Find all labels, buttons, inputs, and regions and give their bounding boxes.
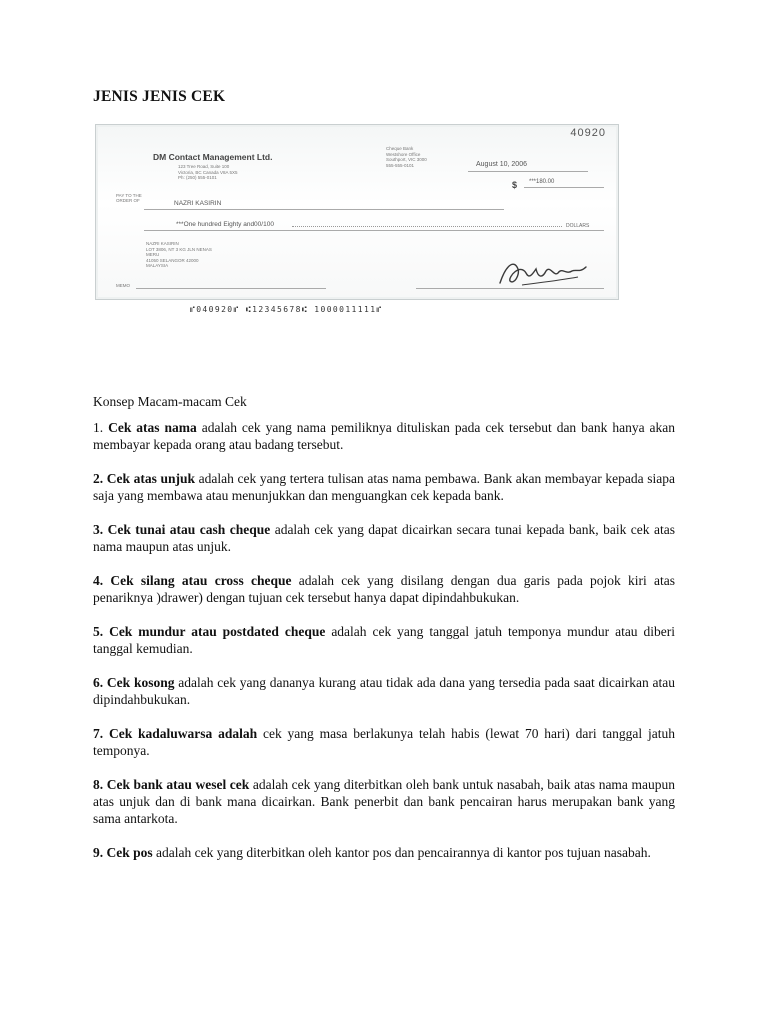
item-text: adalah cek yang dananya kurang atau tidak ada dana yang tersedia pada saat dicairkan atau dipindahbukukan. bbox=[93, 675, 675, 707]
address-line: NAZRI KASIRIN bbox=[146, 241, 179, 246]
cheque-date: August 10, 2006 bbox=[476, 161, 527, 168]
item-term: 8. Cek bank atau wesel cek bbox=[93, 777, 250, 792]
section-heading: Konsep Macam-macam Cek bbox=[93, 394, 247, 409]
memo-label: MEMO bbox=[116, 283, 130, 288]
dollars-label: DOLLARS bbox=[566, 223, 590, 229]
item-text: adalah cek yang nama pemiliknya dituliskan pada cek tersebut dan bank hanya akan membayar kepada orang atau badang tersebut. bbox=[93, 420, 676, 452]
item-term: Cek atas nama bbox=[108, 420, 197, 435]
cheque-number: 40920 bbox=[570, 127, 606, 139]
address-line: Southport, VIC 3000 bbox=[386, 157, 427, 162]
amount-words: ***One hundred Eighty and00/100 bbox=[176, 221, 274, 228]
item-term: 7. Cek kadaluwarsa adalah bbox=[93, 726, 258, 741]
pay-to-line: ORDER OF bbox=[116, 198, 140, 203]
item-text: adalah cek yang dapat dicairkan secara tunai kepada bank, baik cek atas nama maupun atas unjuk. bbox=[93, 522, 675, 554]
list-item bbox=[93, 776, 675, 827]
payee-line bbox=[144, 209, 504, 210]
list-item bbox=[93, 725, 675, 759]
address-line: LOT 3806, NT 3 KG JLN NENAS bbox=[146, 246, 212, 252]
payee-address bbox=[146, 241, 212, 269]
list-item bbox=[93, 623, 675, 657]
address-line: 555-555-0101 bbox=[386, 162, 415, 168]
item-term: 3. Cek tunai atau cash cheque bbox=[93, 522, 271, 537]
address-line: 41050 SELANGOR 42000 bbox=[146, 257, 199, 263]
address-line: MALAYSIA bbox=[146, 263, 169, 269]
address-line: Victoria, BC Canada V8A 5X5 bbox=[178, 169, 238, 175]
item-term: 4. Cek silang atau cross cheque bbox=[93, 573, 292, 588]
item-term: 5. Cek mundur atau postdated cheque bbox=[93, 624, 326, 639]
address-line: Ph: (250) 555-0101 bbox=[178, 175, 217, 180]
address-line: Cheque Bank bbox=[386, 146, 414, 151]
cheque-types-list bbox=[93, 419, 675, 878]
list-item bbox=[93, 674, 675, 708]
cheque-image bbox=[95, 124, 619, 300]
cheque-company-address bbox=[178, 164, 237, 181]
list-item bbox=[93, 844, 675, 861]
list-item bbox=[93, 470, 675, 504]
item-text: adalah cek yang diterbitkan oleh bank untuk nasabah, baik atas nama maupun atas unjuk dan di bank mana dicairkan. Bank penerbit dan bank pencairan harus merupakan bank yang sama antarkota. bbox=[93, 777, 676, 826]
item-text: adalah cek yang tertera tulisan atas nama pembawa. Bank akan membayar kepada siapa saja yang membawa atau menunjukkan dan menguangkan cek kepada bank. bbox=[93, 471, 675, 503]
list-item bbox=[93, 521, 675, 555]
item-text: adalah cek yang diterbitkan oleh kantor pos dan pencairannya di kantor pos tujuan nasabah. bbox=[152, 845, 651, 860]
micr-line: ⑈040920⑈ ⑆12345678⑆ 1000011111⑈ bbox=[190, 305, 383, 314]
cheque-payee: NAZRI KASIRIN bbox=[174, 200, 222, 207]
cheque-bank-address bbox=[386, 146, 427, 168]
dollar-sign: $ bbox=[512, 180, 518, 190]
date-line bbox=[468, 171, 588, 172]
item-text: adalah cek yang disilang dengan dua garis pada pojok kiri atas penariknya )drawer) dengan tujuan cek tersebut hanya dapat dipindahbukukan. bbox=[93, 573, 676, 605]
item-term: 9. Cek pos bbox=[93, 845, 153, 860]
item-prefix: 1. bbox=[93, 420, 109, 435]
pay-to-line: PAY TO THE bbox=[116, 193, 142, 198]
list-item bbox=[93, 572, 675, 606]
list-item bbox=[93, 419, 675, 453]
cheque-amount: ***180.00 bbox=[529, 179, 555, 185]
amount-dots bbox=[292, 220, 562, 227]
cheque-company: DM Contact Management Ltd. bbox=[153, 152, 273, 162]
item-text: cek yang masa berlakunya telah habis (lewat 70 hari) dari tanggal jatuh temponya. bbox=[93, 726, 675, 758]
memo-line bbox=[136, 288, 326, 289]
page-title: JENIS JENIS CEK bbox=[93, 88, 226, 105]
signature-line bbox=[416, 288, 604, 289]
item-text: adalah cek yang tanggal jatuh temponya mundur atau diberi tanggal kemudian. bbox=[93, 624, 675, 656]
item-term: 2. Cek atas unjuk bbox=[93, 471, 196, 486]
address-line: Westshore Office bbox=[386, 151, 421, 157]
address-line: 123 Tree Road, Suite 100 bbox=[178, 164, 230, 169]
address-line: MERU bbox=[146, 252, 160, 258]
signature-icon bbox=[496, 255, 596, 289]
words-line bbox=[144, 230, 604, 231]
pay-to-label bbox=[116, 193, 142, 203]
item-term: 6. Cek kosong bbox=[93, 675, 175, 690]
